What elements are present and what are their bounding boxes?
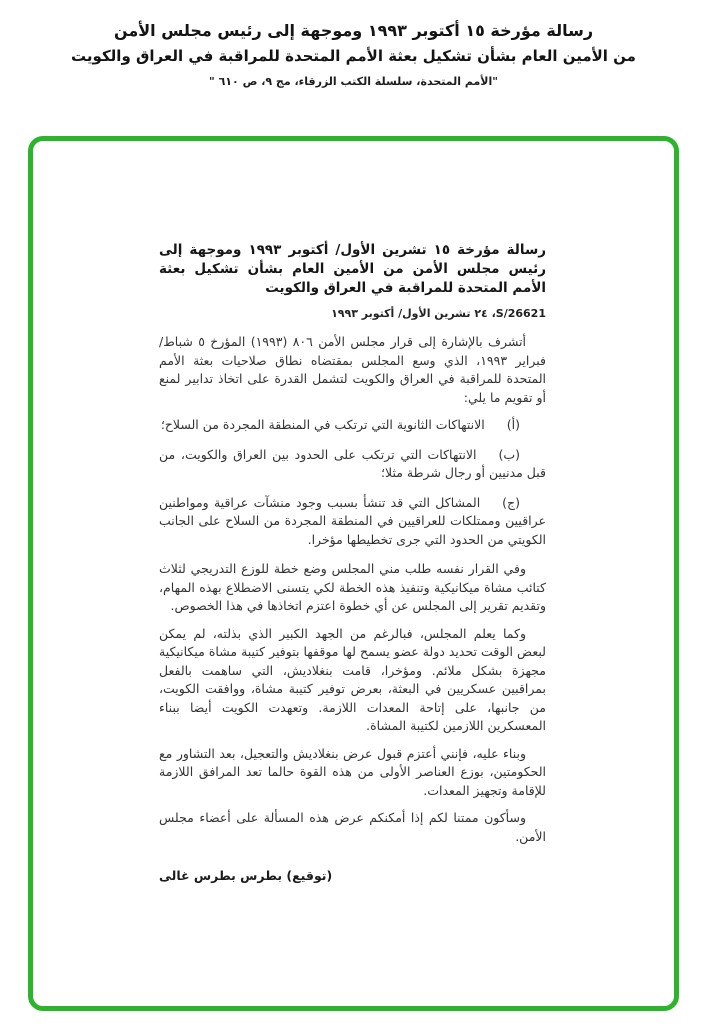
paragraph-text: الانتهاكات التي ترتكب على الحدود بين العراق والكويت، من قبل مدنيين أو رجال شرطة مثلا؛ [159, 446, 546, 480]
header-title-line2: من الأمين العام بشأن تشكيل بعثة الأمم المتحدة للمراقبة في العراق والكويت [71, 47, 636, 66]
paragraph-text: وسأكون ممتنا لكم إذا أمكنكم عرض هذه المسألة على أعضاء مجلس الأمن. [159, 810, 546, 844]
list-marker: (ب) [498, 446, 520, 462]
document-frame [28, 136, 679, 1011]
paragraph [159, 809, 546, 846]
paragraph [159, 333, 546, 407]
paragraph [159, 745, 546, 801]
header-title-line1: رسالة مؤرخة ١٥ أكتوبر ١٩٩٣ وموجهة إلى رئيس مجلس الأمن [113, 21, 594, 40]
page-header [0, 0, 707, 88]
paragraph-text: الانتهاكات الثانوية التي ترتكب في المنطقة المجردة من السلاح؛ [160, 417, 485, 432]
paragraph-text: وبناء عليه، فإنني أعتزم قبول عرض بنغلاديش والتعجيل، بعد التشاور مع الحكومتين، بوزع العناصر الأولى من هذه القوة حالما تعد المرافق اللازمة للإقامة وتجهيز المعدات. [159, 745, 546, 798]
header-source-citation: "الأمم المتحدة، سلسلة الكتب الزرقاء، مج ٩، ص ٦١٠ " [209, 75, 498, 89]
document-reference: S/26621، ٢٤ تشرين الأول/ أكتوبر ١٩٩٣ [331, 307, 546, 320]
list-marker: (أ) [506, 417, 520, 432]
document-title: رسالة مؤرخة ١٥ تشرين الأول/ أكتوبر ١٩٩٣ وموجهة إلى رئيس مجلس الأمن من الأمين العام بشأن تشكيل بعثة الأمم المتحدة للمراقبة في العراق والكويت [159, 242, 546, 296]
list-marker: (ج) [502, 494, 520, 510]
paragraph-text: أتشرف بالإشارة إلى قرار مجلس الأمن ٨٠٦ (١٩٩٣) المؤرخ ٥ شباط/ فبراير ١٩٩٣، الذي وسع المجلس بمقتضاه نطاق صلاحيات بعثة الأمم المتحدة للمراقبة في العراق والكويت لتشمل القدرة على اتخاذ تدابير لمنع أو تقويم ما يلي: [159, 334, 547, 405]
document-page [33, 141, 674, 883]
list-item-b [159, 446, 546, 483]
list-item-a [159, 416, 546, 435]
paragraph-text: وفي القرار نفسه طلب مني المجلس وضع خطة للوزع التدريجي لثلاث كتائب مشاة ميكانيكية وتنفيذ هذه الخطة لكي يتسنى الاضطلاع بهذه المهام، وتقديم تقرير إلى المجلس عن أي خطوة اعتزم اتخاذها في هذا الخصوص. [159, 561, 546, 613]
paragraph [159, 560, 546, 616]
signature-line: (توقيع) بطرس بطرس غالى [159, 868, 333, 883]
paragraph-text: وكما يعلم المجلس، فبالرغم من الجهد الكبير الذي بذلته، لم يمكن لبعض الوقت تحديد دولة عضو يسمح لها موقفها بتوفير كتيبة مشاة ميكانيكية مجهزة بشكل ملائم. ومؤخرا، قامت بنغلاديش، التي ساهمت بالفعل بمراقبين عسكريين في البعثة، بعرض توفير كتيبة مشاة، ووافقت الكويت، من جانبها، على إتاحة المعدات اللازمة. وتعهدت الكويت أيضا ببناء المعسكرين اللازمين لكتيبة المشاة. [159, 625, 546, 733]
paragraph [159, 625, 546, 736]
list-item-c [159, 494, 546, 550]
paragraph-text: المشاكل التي قد تنشأ بسبب وجود منشآت عراقية ومواطنين عراقيين وممتلكات للعراقيين في المنطقة المجردة من السلاح على الجانب الكويتي من الحدود التي جرى تخطيطها مؤخرا. [159, 494, 546, 547]
